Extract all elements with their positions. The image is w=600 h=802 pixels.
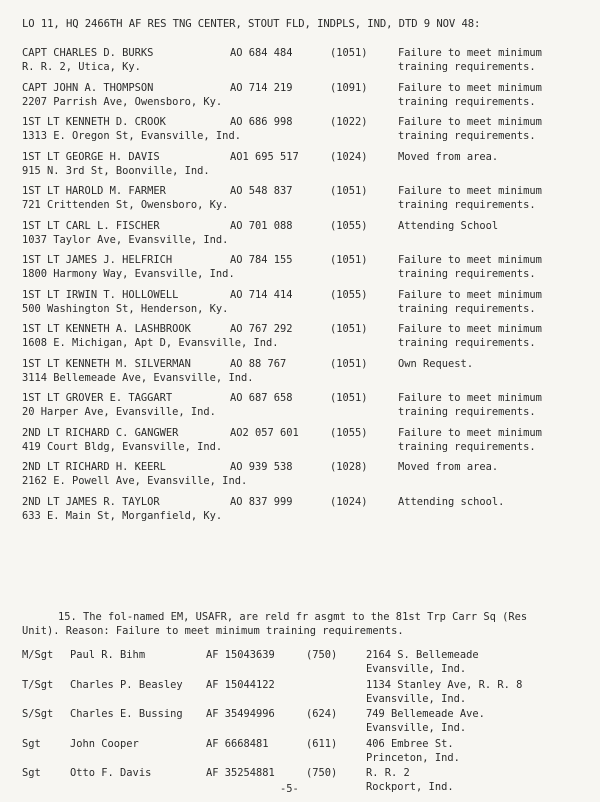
- address-line-2: Evansville, Ind.: [366, 722, 467, 734]
- officer-address: 1037 Taylor Ave, Evansville, Ind.: [22, 233, 229, 246]
- officer-serial: AO 767 292: [230, 323, 293, 335]
- officer-name: 1ST LT HAROLD M. FARMER: [22, 185, 166, 197]
- address-line-1: 2164 S. Bellemeade: [366, 649, 479, 661]
- enlisted-code: [306, 678, 366, 708]
- officer-address: 633 E. Main St, Morganfield, Ky.: [22, 509, 223, 522]
- enlisted-name: Charles P. Beasley: [70, 678, 183, 691]
- officer-name-address: [22, 184, 230, 219]
- reason-line-2: training requirements.: [398, 337, 536, 349]
- officer-name: 2ND LT JAMES R. TAYLOR: [22, 495, 160, 508]
- officer-code: (1055): [330, 288, 368, 301]
- reason-line-1: Attending School: [398, 219, 499, 232]
- officer-reason: [398, 460, 584, 495]
- officer-name-address: [22, 219, 230, 254]
- officer-reason: [398, 495, 584, 530]
- enlisted-name: Paul R. Bihm: [70, 649, 146, 661]
- officer-name: 1ST LT GEORGE H. DAVIS: [22, 150, 160, 163]
- officer-serial: AO 686 998: [230, 116, 293, 128]
- reason-line-1: Own Request.: [398, 357, 474, 370]
- officer-address: 2207 Parrish Ave, Owensboro, Ky.: [22, 95, 223, 108]
- reason-line-1: Failure to meet minimum: [398, 81, 542, 94]
- reason-line-2: training requirements.: [398, 61, 536, 73]
- enlisted-list: [22, 648, 592, 796]
- reason-line-1: Failure to meet minimum: [398, 426, 542, 439]
- enlisted-code: (750): [306, 649, 338, 661]
- officer-reason: [398, 322, 584, 357]
- officer-address: R. R. 2, Utica, Ky.: [22, 61, 141, 73]
- reason-line-2: training requirements.: [398, 199, 536, 211]
- officer-name-address: [22, 81, 230, 116]
- enlisted-name: Charles E. Bussing: [70, 708, 183, 720]
- officer-reason: [398, 253, 584, 288]
- officer-code: (1055): [330, 219, 368, 232]
- reason-line-2: training requirements.: [398, 440, 536, 453]
- enlisted-rank: Sgt: [22, 767, 41, 779]
- officer-serial: AO 714 414: [230, 288, 293, 301]
- enlisted-entry: [22, 707, 592, 737]
- officer-reason: [398, 184, 584, 219]
- address-line-1: 1134 Stanley Ave, R. R. 8: [366, 678, 523, 691]
- officer-name: 1ST LT JAMES J. HELFRICH: [22, 254, 173, 266]
- officer-address: 2162 E. Powell Ave, Evansville, Ind.: [22, 475, 248, 487]
- officer-entry: [22, 426, 592, 461]
- officer-entry: [22, 115, 592, 150]
- officer-name-address: [22, 46, 230, 81]
- officer-list: [22, 46, 592, 529]
- reason-line-1: Failure to meet minimum: [398, 288, 542, 301]
- officer-entry: [22, 460, 592, 495]
- officer-code: (1024): [330, 150, 368, 163]
- officer-name-address: [22, 357, 254, 392]
- reason-line-2: training requirements.: [398, 302, 536, 315]
- reason-line-1: Attending school.: [398, 495, 505, 508]
- officer-name-address: [22, 460, 248, 495]
- reason-line-2: training requirements.: [398, 95, 536, 108]
- officer-entry: [22, 357, 592, 392]
- officer-name: 2ND LT RICHARD C. GANGWER: [22, 426, 179, 439]
- enlisted-address: [366, 707, 566, 737]
- officer-reason: [398, 150, 584, 185]
- enlisted-address: [366, 737, 566, 767]
- enlisted-code: (750): [306, 767, 338, 779]
- officer-address: 1800 Harmony Way, Evansville, Ind.: [22, 268, 235, 280]
- address-line-1: 749 Bellemeade Ave.: [366, 708, 485, 720]
- officer-name-address: [22, 426, 230, 461]
- order-heading: LO 11, HQ 2466TH AF RES TNG CENTER, STOUT FLD, INDPLS, IND, DTD 9 NOV 48:: [22, 18, 481, 30]
- officer-serial: AO 88 767: [230, 357, 287, 370]
- reason-line-1: Failure to meet minimum: [398, 116, 542, 128]
- enlisted-rank: M/Sgt: [22, 649, 54, 661]
- officer-address: 20 Harper Ave, Evansville, Ind.: [22, 406, 216, 418]
- officer-address: 419 Court Bldg, Evansville, Ind.: [22, 440, 223, 453]
- officer-reason: [398, 357, 584, 392]
- officer-name: 1ST LT KENNETH D. CROOK: [22, 116, 166, 128]
- enlisted-rank: T/Sgt: [22, 678, 54, 691]
- officer-serial: AO 548 837: [230, 185, 293, 197]
- reason-line-1: Moved from area.: [398, 461, 499, 473]
- officer-name-address: [22, 115, 241, 150]
- officer-code: (1051): [330, 323, 368, 335]
- officer-entry: [22, 184, 592, 219]
- officer-address: 1608 E. Michigan, Apt D, Evansville, Ind.: [22, 337, 279, 349]
- officer-entry: [22, 81, 592, 116]
- enlisted-entry: [22, 737, 592, 767]
- officer-reason: [398, 288, 584, 323]
- address-line-2: Evansville, Ind.: [366, 663, 467, 675]
- enlisted-code: (624): [306, 708, 338, 720]
- officer-name: CAPT CHARLES D. BURKS: [22, 47, 154, 59]
- officer-code: (1091): [330, 81, 368, 94]
- officer-name: 1ST LT GROVER E. TAGGART: [22, 392, 173, 404]
- officer-name: 1ST LT IRWIN T. HOLLOWELL: [22, 288, 179, 301]
- enlisted-address: [366, 766, 566, 796]
- officer-name-address: [22, 150, 230, 185]
- officer-entry: [22, 391, 592, 426]
- officer-entry: [22, 46, 592, 81]
- officer-entry: [22, 219, 592, 254]
- officer-address: 3114 Bellemeade Ave, Evansville, Ind.: [22, 371, 254, 384]
- enlisted-serial: AF 35494996: [206, 708, 275, 720]
- officer-name-address: [22, 391, 230, 426]
- officer-reason: [398, 115, 584, 150]
- enlisted-entry: [22, 648, 592, 678]
- address-line-2: Rockport, Ind.: [366, 781, 454, 793]
- officer-serial: AO 684 484: [230, 47, 293, 59]
- officer-code: (1024): [330, 495, 368, 508]
- officer-reason: [398, 46, 584, 81]
- officer-name: 2ND LT RICHARD H. KEERL: [22, 461, 166, 473]
- page-number: -5-: [280, 783, 299, 795]
- enlisted-entry: [22, 766, 592, 796]
- officer-code: (1022): [330, 116, 368, 128]
- address-line-1: R. R. 2: [366, 767, 410, 779]
- officer-entry: [22, 150, 592, 185]
- reason-line-1: Failure to meet minimum: [398, 254, 542, 266]
- officer-entry: [22, 253, 592, 288]
- officer-name: 1ST LT KENNETH M. SILVERMAN: [22, 357, 191, 370]
- enlisted-name: John Cooper: [70, 737, 139, 750]
- officer-reason: [398, 391, 584, 426]
- officer-address: 500 Washington St, Henderson, Ky.: [22, 302, 229, 315]
- officer-code: (1051): [330, 47, 368, 59]
- address-line-2: Evansville, Ind.: [366, 692, 467, 705]
- reason-line-1: Failure to meet minimum: [398, 323, 542, 335]
- officer-address: 915 N. 3rd St, Boonville, Ind.: [22, 164, 210, 177]
- officer-address: 721 Crittenden St, Owensboro, Ky.: [22, 199, 229, 211]
- reason-line-1: Failure to meet minimum: [398, 185, 542, 197]
- officer-name-address: [22, 288, 230, 323]
- officer-code: (1051): [330, 392, 368, 404]
- enlisted-code: (611): [306, 737, 338, 750]
- enlisted-serial: AF 15044122: [206, 678, 275, 691]
- officer-serial: AO1 695 517: [230, 150, 299, 163]
- enlisted-entry: [22, 678, 592, 708]
- enlisted-serial: AF 15043639: [206, 649, 275, 661]
- officer-serial: AO2 057 601: [230, 426, 299, 439]
- officer-entry: [22, 322, 592, 357]
- officer-serial: AO 837 999: [230, 495, 293, 508]
- officer-code: (1051): [330, 357, 368, 370]
- officer-serial: AO 939 538: [230, 461, 293, 473]
- officer-name-address: [22, 253, 235, 288]
- address-line-1: 406 Embree St.: [366, 737, 454, 750]
- officer-serial: AO 701 088: [230, 219, 293, 232]
- reason-line-2: training requirements.: [398, 406, 536, 418]
- reason-line-2: training requirements.: [398, 268, 536, 280]
- enlisted-rank: S/Sgt: [22, 708, 54, 720]
- officer-serial: AO 714 219: [230, 81, 293, 94]
- officer-name-address: [22, 495, 230, 530]
- address-line-2: Princeton, Ind.: [366, 751, 460, 764]
- paragraph-line-1: 15. The fol-named EM, USAFR, are reld fr asgmt to the 81st Trp Carr Sq (Res: [58, 611, 528, 623]
- officer-entry: [22, 288, 592, 323]
- officer-code: (1055): [330, 426, 368, 439]
- officer-serial: AO 687 658: [230, 392, 293, 404]
- reason-line-1: Failure to meet minimum: [398, 392, 542, 404]
- reason-line-1: Failure to meet minimum: [398, 47, 542, 59]
- enlisted-address: [366, 678, 566, 708]
- enlisted-name: Otto F. Davis: [70, 767, 152, 779]
- enlisted-rank: Sgt: [22, 737, 41, 750]
- officer-code: (1051): [330, 185, 368, 197]
- officer-entry: [22, 495, 592, 530]
- reason-line-2: training requirements.: [398, 130, 536, 142]
- paragraph-line-2: Unit). Reason: Failure to meet minimum training requirements.: [22, 625, 404, 637]
- paragraph-15: [22, 610, 582, 638]
- officer-code: (1028): [330, 461, 368, 473]
- officer-name: 1ST LT KENNETH A. LASHBROOK: [22, 323, 191, 335]
- officer-address: 1313 E. Oregon St, Evansville, Ind.: [22, 130, 241, 142]
- enlisted-address: [366, 648, 566, 678]
- officer-reason: [398, 81, 584, 116]
- officer-reason: [398, 219, 584, 254]
- officer-code: (1051): [330, 254, 368, 266]
- enlisted-serial: AF 35254881: [206, 767, 275, 779]
- enlisted-serial: AF 6668481: [206, 737, 269, 750]
- officer-reason: [398, 426, 584, 461]
- reason-line-1: Moved from area.: [398, 150, 499, 163]
- officer-name: CAPT JOHN A. THOMPSON: [22, 81, 154, 94]
- officer-name: 1ST LT CARL L. FISCHER: [22, 219, 160, 232]
- officer-serial: AO 784 155: [230, 254, 293, 266]
